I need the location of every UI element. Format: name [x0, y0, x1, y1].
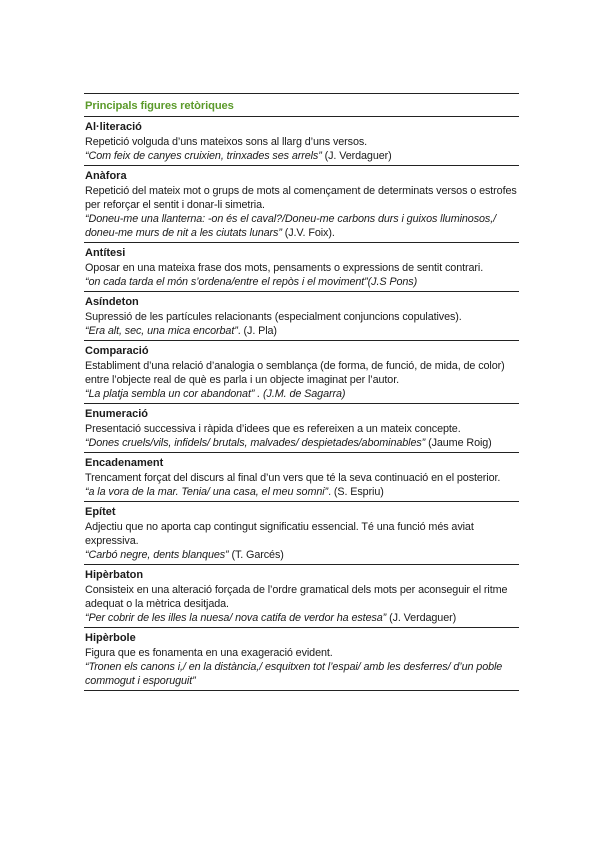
figure-definition: Figura que es fonamenta en una exageració evident.	[85, 647, 333, 659]
figure-entry	[84, 628, 519, 690]
example-quote: “Dones cruels/vils, infidels/ brutals, malvades/ despietades/abominables”	[85, 437, 426, 449]
figure-term: Enumeració	[85, 408, 148, 420]
figure-term: Asíndeton	[85, 296, 139, 308]
figure-term: Hipèrbaton	[85, 569, 144, 581]
figure-term: Al·literació	[85, 121, 142, 133]
figure-term: Epítet	[85, 506, 116, 518]
example-quote: “Tronen els canons i,/ en la distància,/ esquitxen tot l’espai/ amb les desferres/ d’un poble commogut i esporuguit”	[85, 661, 503, 687]
example-author: (Jaume Roig)	[425, 437, 492, 449]
figure-definition: Consisteix en una alteració forçada de l’ordre gramatical dels mots per aconseguir el ritme adequat o la mètrica desitjada.	[85, 584, 508, 610]
figure-entry	[84, 502, 519, 564]
figure-example	[85, 485, 519, 499]
figure-term: Comparació	[85, 345, 149, 357]
figure-definition: Adjectiu que no aporta cap contingut significatiu essencial. Té una funció més aviat expressiva.	[85, 521, 474, 547]
example-quote: “Carbó negre, dents blanques”	[85, 549, 229, 561]
figure-term: Encadenament	[85, 457, 164, 469]
figure-example	[85, 149, 519, 163]
figure-definition: Oposar en una mateixa frase dos mots, pensaments o expressions de sentit contrari.	[85, 262, 484, 274]
figure-example	[85, 212, 519, 240]
figure-example	[85, 387, 519, 401]
example-author: . (S. Espriu)	[328, 486, 384, 498]
example-author: (J. Verdaguer)	[321, 150, 392, 162]
figure-definition: Repetició del mateix mot o grups de mots al començament de determinats versos o estrofes per reforçar el sentit i donar-li simetria.	[85, 185, 517, 211]
figure-entry	[84, 404, 519, 452]
example-author: (J. Verdaguer)	[386, 612, 457, 624]
example-quote: “on cada tarda el món s’ordena/entre el repòs i el moviment”(J.S Pons)	[85, 276, 418, 288]
figure-example	[85, 611, 519, 625]
example-quote: “Per cobrir de les illes la nuesa/ nova catifa de verdor ha estesa”	[85, 612, 387, 624]
figure-entry	[84, 166, 519, 242]
rhetorical-figures-table	[84, 93, 519, 691]
figure-entry	[84, 243, 519, 291]
table-title: Principals figures retòriques	[85, 100, 234, 112]
example-quote: “Era alt, sec, una mica encorbat”	[85, 325, 238, 337]
figure-entry	[84, 117, 519, 165]
figure-entry	[84, 565, 519, 627]
example-author: . (J. Pla)	[237, 325, 277, 337]
figure-term: Antítesi	[85, 247, 126, 259]
figure-definition: Supressió de les partícules relacionants (especialment conjuncions copulatives).	[85, 311, 462, 323]
figure-term: Hipèrbole	[85, 632, 136, 644]
figure-entry	[84, 453, 519, 501]
figure-definition: Establiment d’una relació d’analogia o semblança (de forma, de funció, de mida, de color) entre l’objecte real de què es parla i un objecte imaginat per l’autor.	[85, 360, 505, 386]
entries-list	[84, 117, 519, 691]
figure-definition: Presentació successiva i ràpida d’idees que es refereixen a un mateix concepte.	[85, 423, 461, 435]
example-quote: “a la vora de la mar. Tenia/ una casa, el meu somni”	[85, 486, 329, 498]
figure-example	[85, 436, 519, 450]
example-author: (J.V. Foix).	[281, 227, 335, 239]
example-quote: “Doneu-me una llanterna: -on és el caval?/Doneu-me carbons durs i guixos lluminosos,/ doneu-me murs de nit a les ciutats lunars”	[85, 213, 496, 239]
figure-example	[85, 548, 519, 562]
example-quote: “La platja sembla un cor abandonat” . (J.M. de Sagarra)	[85, 388, 346, 400]
figure-example	[85, 660, 519, 688]
figure-definition: Trencament forçat del discurs al final d’un vers que té la seva continuació en el posterior.	[85, 472, 501, 484]
figure-entry	[84, 292, 519, 340]
figure-definition: Repetició volguda d’uns mateixos sons al llarg d’uns versos.	[85, 136, 368, 148]
table-rule	[84, 690, 519, 691]
example-author: (T. Garcés)	[228, 549, 284, 561]
example-quote: “Com feix de canyes cruixien, trinxades ses arrels”	[85, 150, 322, 162]
figure-entry	[84, 341, 519, 403]
figure-example	[85, 275, 519, 289]
figure-example	[85, 324, 519, 338]
figure-term: Anàfora	[85, 170, 127, 182]
